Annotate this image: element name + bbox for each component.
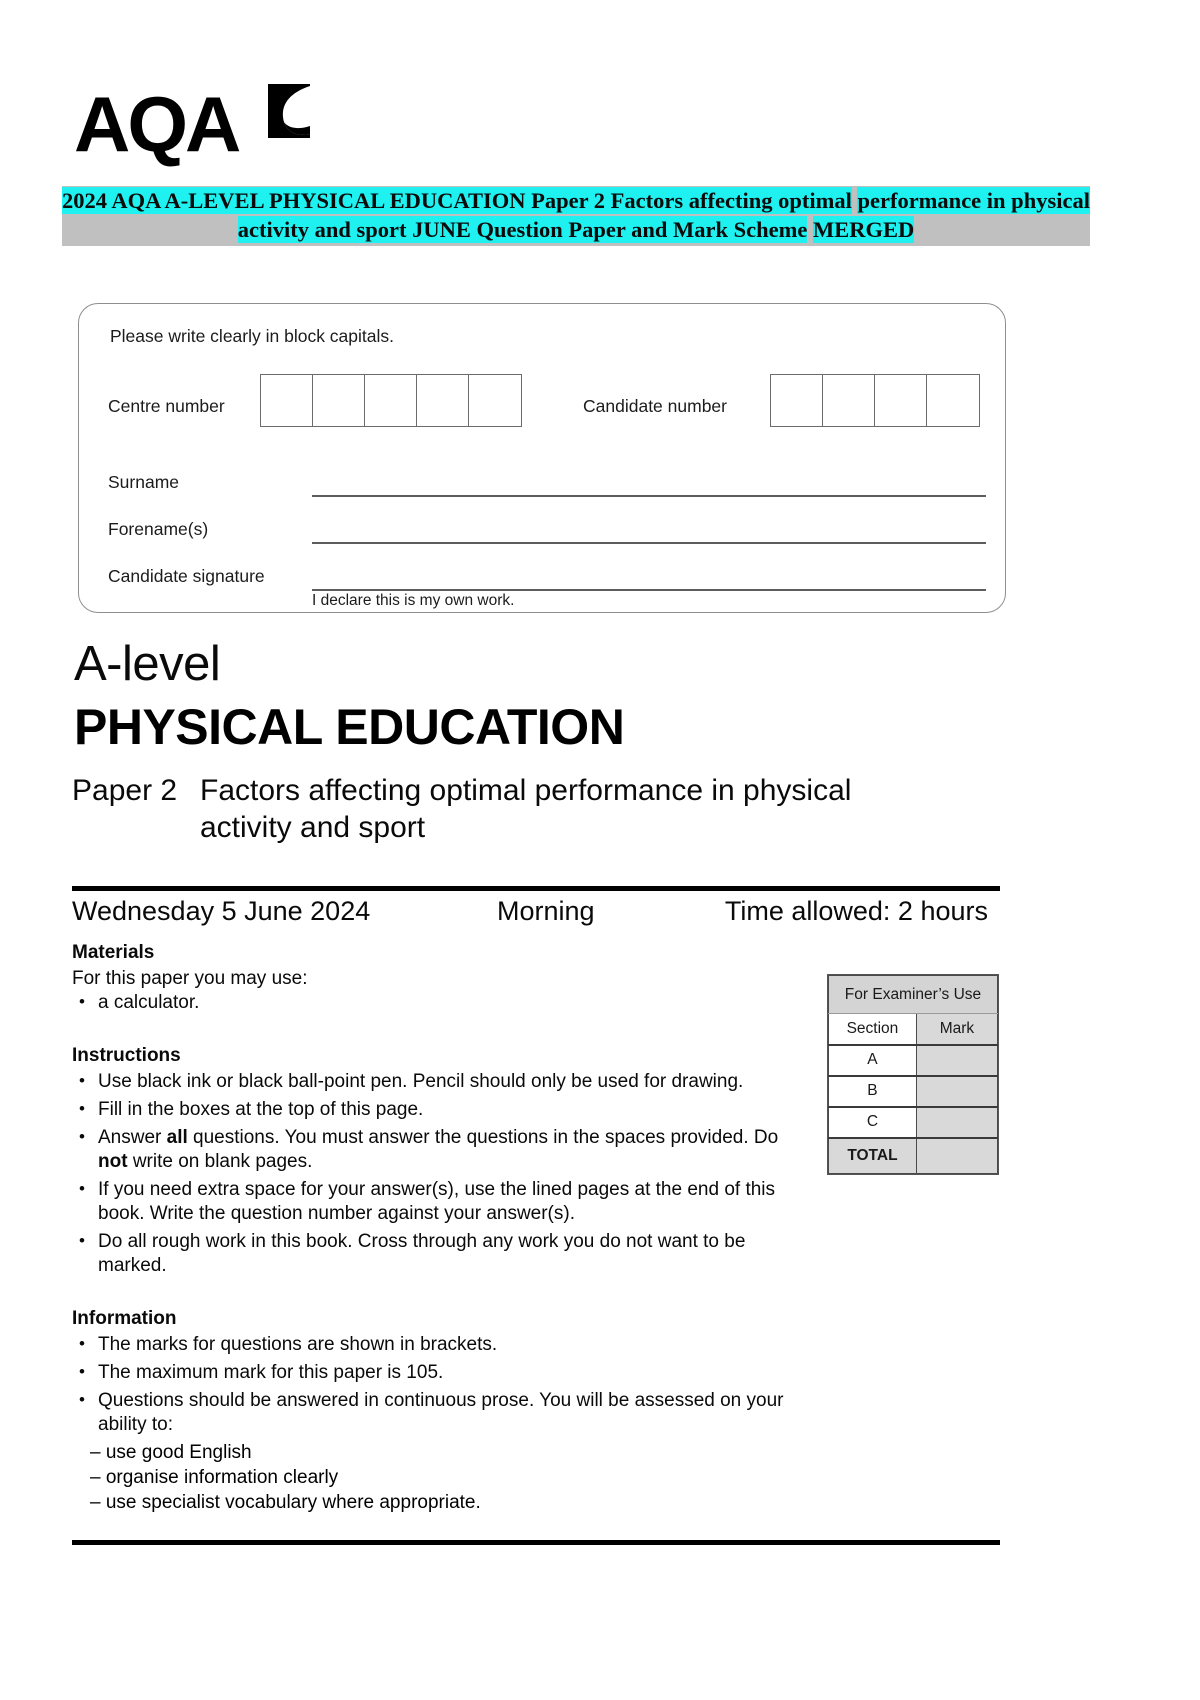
candidate-number-cell[interactable] bbox=[875, 375, 927, 426]
subject-title: PHYSICAL EDUCATION bbox=[74, 699, 625, 755]
examiner-row-section: C bbox=[829, 1107, 917, 1138]
header-divider bbox=[72, 886, 1000, 891]
for-examiners-use-table bbox=[827, 974, 999, 1175]
candidate-details-box bbox=[78, 303, 1006, 613]
list-item: • The marks for questions are shown in brackets. bbox=[72, 1333, 807, 1357]
centre-number-cell[interactable] bbox=[365, 375, 417, 426]
forename-field[interactable] bbox=[312, 542, 986, 544]
aqa-logo-text: AQA bbox=[74, 80, 239, 168]
examiner-row-mark[interactable] bbox=[916, 1076, 997, 1107]
information-heading: Information bbox=[72, 1308, 177, 1329]
list-item: • a calculator. bbox=[72, 991, 807, 1015]
merged-title-line-2: performance in physical activity and sport JUNE Question Paper and Mark Scheme bbox=[237, 188, 1090, 242]
examiner-table-title: For Examiner’s Use bbox=[829, 976, 998, 1014]
list-item: – organise information clearly bbox=[90, 1467, 339, 1488]
qualification-level-title: A-level bbox=[74, 637, 221, 691]
surname-field[interactable] bbox=[312, 495, 986, 497]
paper-number-label: Paper 2 bbox=[72, 774, 178, 807]
examiner-table-header-section: Section bbox=[829, 1014, 917, 1045]
centre-number-input[interactable] bbox=[260, 374, 522, 427]
exam-session: Morning bbox=[497, 896, 595, 926]
list-item: • Answer all questions. You must answer the questions in the spaces provided. Do not write on blank pages. bbox=[72, 1126, 807, 1174]
materials-intro: For this paper you may use: bbox=[72, 968, 308, 989]
candidate-number-cell[interactable] bbox=[823, 375, 875, 426]
forename-label: Forename(s) bbox=[108, 519, 209, 539]
exam-datetime-row bbox=[72, 896, 1000, 932]
examiner-total-mark[interactable] bbox=[916, 1138, 997, 1174]
aqa-logo bbox=[74, 78, 324, 170]
instructions-list bbox=[72, 1070, 807, 1278]
merged-title-line-1: 2024 AQA A-LEVEL PHYSICAL EDUCATION Paper 2 Factors affecting optimal bbox=[62, 188, 852, 213]
centre-number-cell[interactable] bbox=[261, 375, 313, 426]
examiner-total-label: TOTAL bbox=[829, 1138, 917, 1174]
merged-document-title bbox=[62, 186, 1090, 246]
paper-front-instructions bbox=[72, 942, 807, 1516]
candidate-number-cell[interactable] bbox=[771, 375, 823, 426]
list-item: – use good English bbox=[90, 1442, 252, 1463]
information-list bbox=[72, 1333, 807, 1437]
candidate-number-label: Candidate number bbox=[583, 396, 727, 416]
declaration-text: I declare this is my own work. bbox=[312, 592, 515, 609]
surname-label: Surname bbox=[108, 472, 180, 492]
footer-divider bbox=[72, 1540, 1000, 1545]
aqa-leaf-mark-icon bbox=[264, 82, 314, 140]
exam-date: Wednesday 5 June 2024 bbox=[72, 896, 371, 926]
examiner-row-section: A bbox=[829, 1045, 917, 1076]
centre-number-cell[interactable] bbox=[417, 375, 469, 426]
materials-list bbox=[72, 991, 807, 1015]
centre-number-cell[interactable] bbox=[313, 375, 365, 426]
centre-number-cell[interactable] bbox=[469, 375, 521, 426]
exam-time-allowed: Time allowed: 2 hours bbox=[724, 896, 988, 926]
examiner-row-section: B bbox=[829, 1076, 917, 1107]
candidate-number-input[interactable] bbox=[770, 374, 980, 427]
list-item: • Questions should be answered in continuous prose. You will be assessed on your ability to: bbox=[72, 1389, 807, 1437]
paper-topic-title: Factors affecting optimal performance in physical activity and sport bbox=[200, 774, 852, 844]
candidate-signature-field[interactable] bbox=[312, 589, 986, 591]
list-item: • Fill in the boxes at the top of this page. bbox=[72, 1098, 807, 1122]
materials-heading: Materials bbox=[72, 942, 155, 963]
instructions-heading: Instructions bbox=[72, 1045, 181, 1066]
list-item: • The maximum mark for this paper is 105. bbox=[72, 1361, 807, 1385]
candidate-number-cell[interactable] bbox=[927, 375, 979, 426]
list-item: • Do all rough work in this book. Cross through any work you do not want to be marked. bbox=[72, 1230, 807, 1278]
examiner-table-header-mark: Mark bbox=[916, 1014, 997, 1045]
block-capitals-instruction: Please write clearly in block capitals. bbox=[110, 326, 395, 346]
centre-number-label: Centre number bbox=[108, 396, 225, 416]
list-item: • Use black ink or black ball-point pen. Pencil should only be used for drawing. bbox=[72, 1070, 807, 1094]
examiner-row-mark[interactable] bbox=[916, 1107, 997, 1138]
merged-title-line-3: MERGED bbox=[812, 216, 915, 242]
list-item: • If you need extra space for your answer(s), use the lined pages at the end of this book. Write the question number against your answer(s). bbox=[72, 1178, 807, 1226]
candidate-signature-label: Candidate signature bbox=[108, 566, 265, 586]
examiner-row-mark[interactable] bbox=[916, 1045, 997, 1076]
list-item: – use specialist vocabulary where appropriate. bbox=[90, 1492, 481, 1513]
information-sub-list bbox=[90, 1441, 807, 1515]
paper-title-row bbox=[72, 772, 952, 846]
